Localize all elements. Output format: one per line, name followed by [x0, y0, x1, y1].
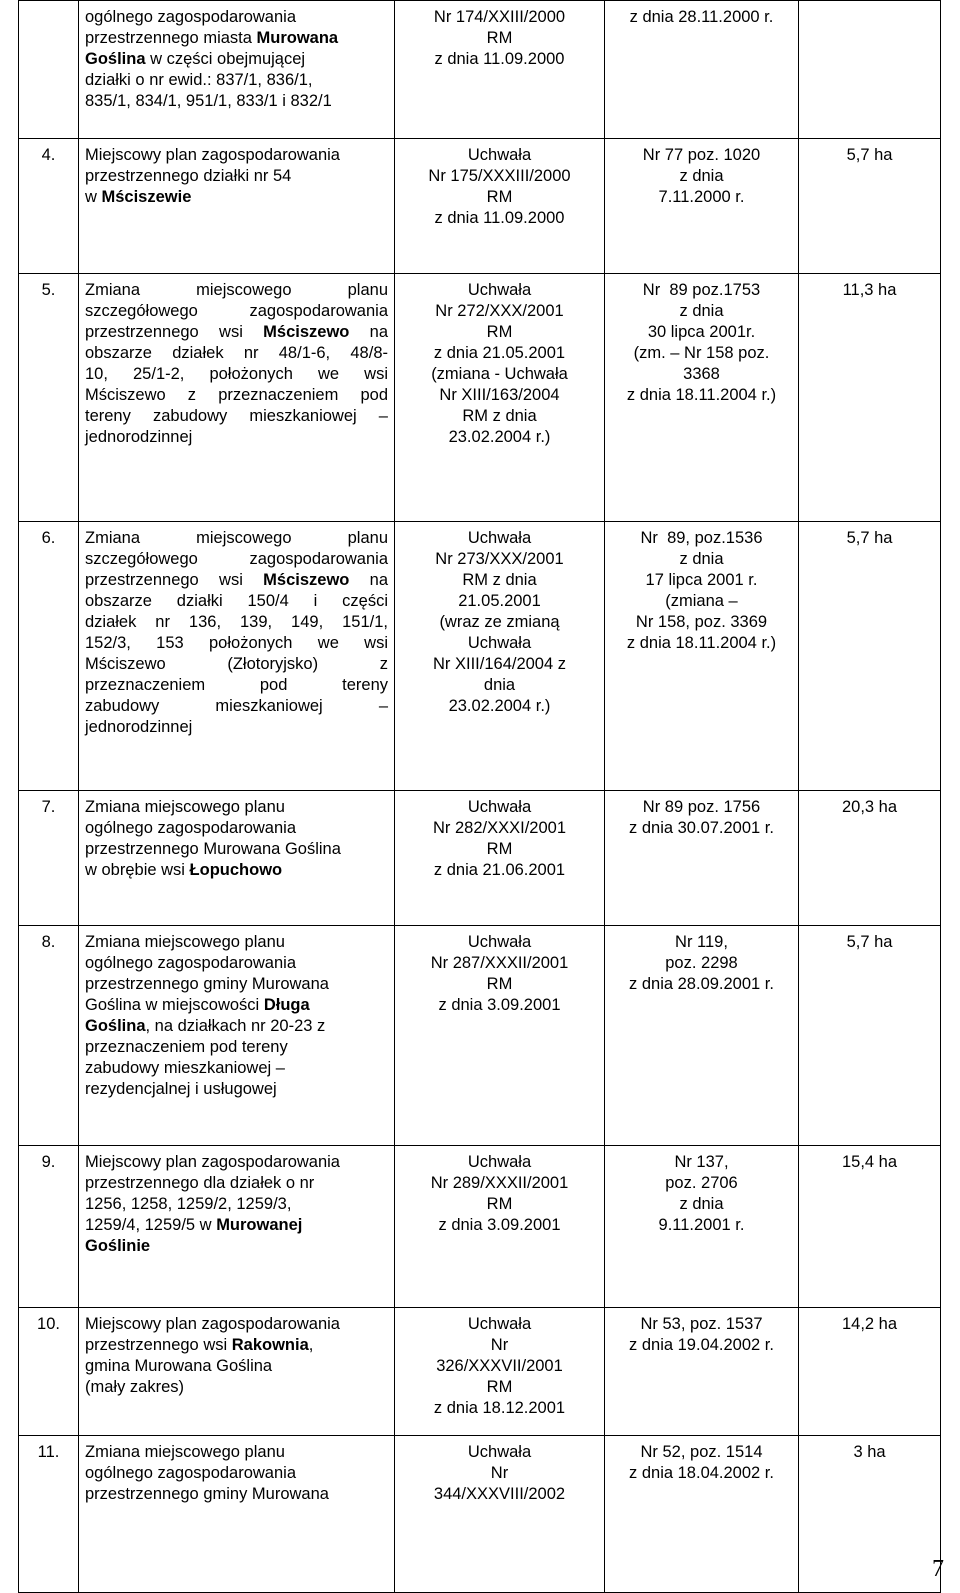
plan-title-line: przeznaczeniem pod tereny — [85, 1038, 288, 1056]
plan-title-line: w obrębie wsi Łopuchowo — [85, 861, 283, 879]
resolution-line: z dnia 18.12.2001 — [433, 1399, 566, 1417]
plan-title-line: Mściszewo (Złotoryjsko) z — [85, 655, 388, 673]
plan-title-line: przestrzennego działki nr 54 — [85, 167, 292, 185]
plan-title-line: 152/3, 153 położonych we wsi — [85, 634, 388, 652]
resolution-line: Uchwała — [467, 1315, 532, 1333]
publication-line: z dnia — [679, 1195, 724, 1213]
plans-table — [18, 0, 941, 1593]
row-number: 9. — [19, 1146, 79, 1308]
plan-title — [79, 1436, 395, 1593]
plan-title-line: tereny zabudowy mieszkaniowej – — [85, 407, 388, 425]
page-number: 7 — [932, 1556, 944, 1582]
plan-title — [79, 1308, 395, 1436]
resolution-line: Nr — [490, 1336, 509, 1354]
publication-line: poz. 2706 — [665, 1174, 738, 1192]
plan-title-line: Miejscowy plan zagospodarowania — [85, 1153, 340, 1171]
resolution-line: Nr 175/XXXIII/2000 — [428, 167, 571, 185]
plan-title-line: przestrzennego miasta Murowana — [85, 29, 339, 47]
publication-cell — [605, 274, 799, 522]
publication-line: 9.11.2001 r. — [658, 1216, 745, 1234]
resolution-line: Uchwała — [467, 933, 532, 951]
plan-title-line: 10, 25/1-2, położonych we wsi — [85, 365, 388, 383]
plan-title-line: w Mściszewie — [85, 188, 192, 206]
table-row — [19, 791, 941, 926]
plan-title — [79, 1, 395, 139]
publication-line: (zm. – Nr 158 poz. — [633, 344, 770, 362]
plan-title-line: Goślina, na działkach nr 20-23 z — [85, 1017, 326, 1035]
publication-line: z dnia 30.07.2001 r. — [629, 819, 774, 837]
publication-line: 17 lipca 2001 r. — [645, 571, 758, 589]
resolution-line: RM z dnia — [462, 407, 537, 425]
row-number: 7. — [19, 791, 79, 926]
publication-line: z dnia 28.11.2000 r. — [629, 8, 774, 26]
area-cell: 14,2 ha — [799, 1308, 941, 1436]
resolution-line: 344/XXXVIII/2002 — [433, 1485, 566, 1503]
resolution-line: Nr 287/XXXII/2001 — [430, 954, 569, 972]
resolution-cell — [395, 1146, 605, 1308]
publication-line: z dnia — [679, 167, 724, 185]
publication-line: z dnia 18.11.2004 r.) — [626, 386, 777, 404]
plan-title-line: przestrzennego gminy Murowana — [85, 1485, 329, 1503]
resolution-line: Nr 289/XXXII/2001 — [430, 1174, 569, 1192]
publication-line: Nr 158, poz. 3369 — [635, 613, 768, 631]
resolution-line: (zmiana - Uchwała — [431, 365, 568, 383]
table-row — [19, 1436, 941, 1593]
plan-title — [79, 522, 395, 791]
plan-title-line: jednorodzinnej — [85, 428, 193, 446]
table-row — [19, 522, 941, 791]
plan-title-line: Zmiana miejscowego planu — [85, 281, 388, 299]
resolution-cell — [395, 1, 605, 139]
plan-title-line: Miejscowy plan zagospodarowania — [85, 1315, 340, 1333]
resolution-line: RM — [486, 975, 513, 993]
resolution-line: Nr 282/XXXI/2001 — [433, 819, 566, 837]
table-row — [19, 1146, 941, 1308]
row-number: 10. — [19, 1308, 79, 1436]
table-row — [19, 1308, 941, 1436]
row-number: 4. — [19, 139, 79, 274]
plan-title-line: szczegółowego zagospodarowania — [85, 302, 388, 320]
resolution-line: 23.02.2004 r.) — [448, 697, 551, 715]
row-number: 8. — [19, 926, 79, 1146]
publication-cell — [605, 1146, 799, 1308]
resolution-line: Uchwała — [467, 798, 532, 816]
resolution-line: z dnia 11.09.2000 — [434, 209, 565, 227]
table-row — [19, 274, 941, 522]
area-cell — [799, 1, 941, 139]
resolution-cell — [395, 274, 605, 522]
area-cell: 5,7 ha — [799, 522, 941, 791]
plan-title-line: Zmiana miejscowego planu — [85, 1443, 285, 1461]
publication-line: Nr 77 poz. 1020 — [642, 146, 761, 164]
publication-line: z dnia — [679, 302, 724, 320]
publication-line: Nr 119, — [675, 933, 728, 951]
area-cell: 5,7 ha — [799, 926, 941, 1146]
plan-title-line: Goślinie — [85, 1237, 151, 1255]
area-cell: 5,7 ha — [799, 139, 941, 274]
resolution-line: z dnia 21.05.2001 — [433, 344, 566, 362]
resolution-line: dnia — [483, 676, 516, 694]
publication-line: (zmiana – — [665, 592, 738, 610]
publication-line: Nr 53, poz. 1537 — [640, 1315, 763, 1333]
plan-title-line: rezydencjalnej i usługowej — [85, 1080, 277, 1098]
resolution-line: 23.02.2004 r.) — [448, 428, 551, 446]
plan-title-line: zabudowy mieszkaniowej – — [85, 1059, 285, 1077]
resolution-line: Uchwała — [467, 1443, 532, 1461]
publication-cell — [605, 791, 799, 926]
plan-title-line: ogólnego zagospodarowania — [85, 954, 297, 972]
area-cell: 15,4 ha — [799, 1146, 941, 1308]
resolution-line: z dnia 3.09.2001 — [438, 1216, 561, 1234]
plan-title-line: obszarze działek nr 48/1-6, 48/8- — [85, 344, 388, 362]
resolution-cell — [395, 1308, 605, 1436]
resolution-line: RM — [486, 1378, 513, 1396]
publication-line: z dnia 18.11.2004 r.) — [626, 634, 777, 652]
plan-title-line: (mały zakres) — [85, 1378, 185, 1396]
plan-title — [79, 791, 395, 926]
resolution-line: Nr XIII/163/2004 — [439, 386, 560, 404]
resolution-cell — [395, 926, 605, 1146]
plan-title-line: Goślina w miejscowości Długa — [85, 996, 310, 1014]
publication-line: z dnia — [679, 550, 724, 568]
plan-title — [79, 139, 395, 274]
plan-title-line: zabudowy mieszkaniowej – — [85, 697, 388, 715]
resolution-line: Nr 272/XXX/2001 — [435, 302, 564, 320]
plan-title-line: przestrzennego wsi Mściszewo na — [85, 571, 388, 589]
resolution-line: RM — [486, 29, 513, 47]
publication-cell — [605, 522, 799, 791]
resolution-cell — [395, 791, 605, 926]
row-number: 6. — [19, 522, 79, 791]
plan-title — [79, 274, 395, 522]
plan-title-line: przestrzennego wsi Mściszewo na — [85, 323, 388, 341]
resolution-line: RM — [486, 323, 513, 341]
resolution-line: Nr 273/XXX/2001 — [435, 550, 564, 568]
publication-line: z dnia 28.09.2001 r. — [629, 975, 774, 993]
publication-line: Nr 89, poz.1536 — [640, 529, 763, 547]
resolution-line: Uchwała — [467, 281, 532, 299]
plans-table-body — [19, 1, 941, 1593]
resolution-line: 326/XXXVII/2001 — [436, 1357, 563, 1375]
resolution-line: Uchwała — [467, 529, 532, 547]
plan-title-line: 835/1, 834/1, 951/1, 833/1 i 832/1 — [85, 92, 332, 110]
resolution-line: Nr XIII/164/2004 z — [433, 655, 566, 673]
resolution-line: RM z dnia — [462, 571, 537, 589]
resolution-line: Uchwała — [467, 146, 532, 164]
plan-title-line: przestrzennego Murowana Goślina — [85, 840, 341, 858]
plan-title-line: Zmiana miejscowego planu — [85, 529, 388, 547]
plan-title-line: 1256, 1258, 1259/2, 1259/3, — [85, 1195, 292, 1213]
plan-title-line: działki o nr ewid.: 837/1, 836/1, — [85, 71, 313, 89]
publication-line: z dnia 19.04.2002 r. — [629, 1336, 774, 1354]
resolution-line: RM — [486, 840, 513, 858]
plan-title-line: jednorodzinnej — [85, 718, 193, 736]
table-row — [19, 1, 941, 139]
publication-cell — [605, 1436, 799, 1593]
publication-cell — [605, 1, 799, 139]
plan-title-line: gmina Murowana Goślina — [85, 1357, 273, 1375]
row-number — [19, 1, 79, 139]
plan-title-line: Goślina w części obejmującej — [85, 50, 306, 68]
publication-line: 30 lipca 2001r. — [647, 323, 756, 341]
plan-title-line: Zmiana miejscowego planu — [85, 933, 285, 951]
resolution-line: z dnia 3.09.2001 — [438, 996, 561, 1014]
publication-line: Nr 137, — [674, 1153, 729, 1171]
plan-title-line: przestrzennego gminy Murowana — [85, 975, 329, 993]
plan-title-line: ogólnego zagospodarowania — [85, 819, 297, 837]
row-number: 5. — [19, 274, 79, 522]
plan-title-line: przeznaczeniem pod tereny — [85, 676, 388, 694]
table-row — [19, 139, 941, 274]
resolution-line: RM — [486, 188, 513, 206]
plan-title-line: Mściszewo z przeznaczeniem pod — [85, 386, 388, 404]
plan-title-line: obszarze działki 150/4 i części — [85, 592, 388, 610]
area-cell: 11,3 ha — [799, 274, 941, 522]
publication-cell — [605, 139, 799, 274]
plan-title-line: działek nr 136, 139, 149, 151/1, — [85, 613, 388, 631]
publication-line: Nr 89 poz. 1756 — [642, 798, 761, 816]
resolution-line: z dnia 11.09.2000 — [434, 50, 565, 68]
plan-title-line: Miejscowy plan zagospodarowania — [85, 146, 340, 164]
resolution-line: 21.05.2001 — [458, 592, 541, 610]
plan-title-line: przestrzennego wsi Rakownia, — [85, 1336, 314, 1354]
area-cell: 20,3 ha — [799, 791, 941, 926]
plan-title-line: 1259/4, 1259/5 w Murowanej — [85, 1216, 303, 1234]
publication-line: 3368 — [683, 365, 720, 383]
area-cell: 3 ha — [799, 1436, 941, 1593]
resolution-cell — [395, 522, 605, 791]
plan-title-line: przestrzennego dla działek o nr — [85, 1174, 315, 1192]
publication-line: Nr 89 poz.1753 — [642, 281, 761, 299]
publication-cell — [605, 926, 799, 1146]
resolution-line: Nr — [490, 1464, 509, 1482]
resolution-cell — [395, 1436, 605, 1593]
plan-title-line: Zmiana miejscowego planu — [85, 798, 285, 816]
publication-line: z dnia 18.04.2002 r. — [629, 1464, 774, 1482]
resolution-line: RM — [486, 1195, 513, 1213]
resolution-line: Uchwała — [467, 1153, 532, 1171]
publication-line: 7.11.2000 r. — [658, 188, 745, 206]
resolution-line: Nr 174/XXIII/2000 — [433, 8, 566, 26]
resolution-line: (wraz ze zmianą — [439, 613, 560, 631]
plan-title — [79, 1146, 395, 1308]
plan-title-line: ogólnego zagospodarowania — [85, 1464, 297, 1482]
resolution-line: z dnia 21.06.2001 — [433, 861, 566, 879]
publication-cell — [605, 1308, 799, 1436]
plan-title-line: szczegółowego zagospodarowania — [85, 550, 388, 568]
publication-line: Nr 52, poz. 1514 — [640, 1443, 763, 1461]
table-row — [19, 926, 941, 1146]
row-number: 11. — [19, 1436, 79, 1593]
resolution-line: Uchwała — [467, 634, 532, 652]
plan-title-line: ogólnego zagospodarowania — [85, 8, 297, 26]
plan-title — [79, 926, 395, 1146]
publication-line: poz. 2298 — [665, 954, 738, 972]
resolution-cell — [395, 139, 605, 274]
